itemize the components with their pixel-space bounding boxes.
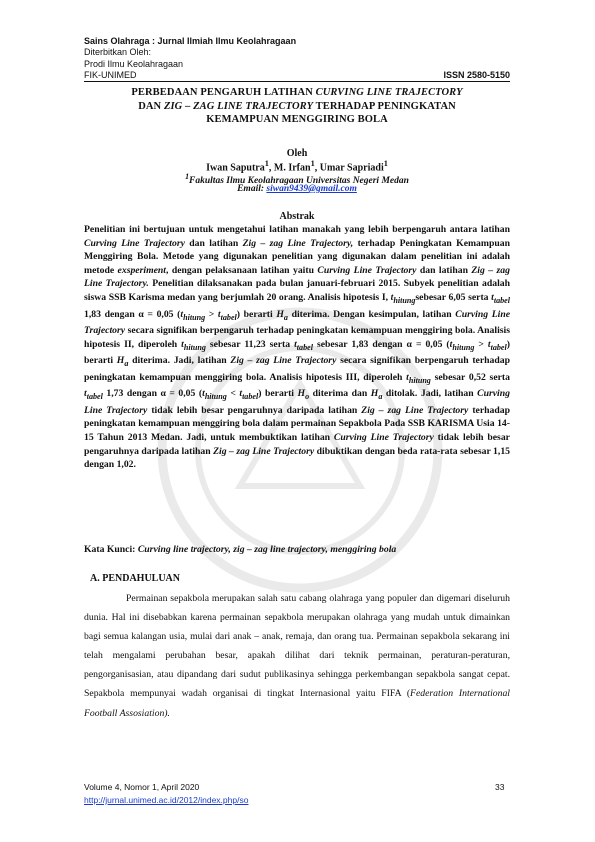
- faculty-name: FIK-UNIMED: [84, 70, 137, 80]
- keywords: Kata Kunci: Curving line trajectory, zig – zag line trajectory, menggiring bola: [84, 544, 397, 555]
- paper-title: PERBEDAAN PENGARUH LATIHAN CURVING LINE TRAJECTORY DAN ZIG – ZAG LINE TRAJECTORY TERHADAP PENINGKATAN KEMAMPUAN MENGGIRING BOLA: [131, 87, 463, 125]
- email-link[interactable]: siwan9439@gmail.com: [266, 184, 357, 194]
- abstract-heading: Abstrak: [279, 211, 315, 222]
- footer-volume: Volume 4, Nomor 1, April 2020: [84, 782, 200, 792]
- by-label: Oleh: [286, 148, 308, 159]
- abstract-body: Penelitian ini bertujuan untuk mengetahui latihan manakah yang lebih berpengaruh antara latihan Curving Line Trajectory dan latihan Zig – zag Line Trajectory, terhadap Peningkatan Kemampuan Menggiring Bola. Metode yang digunakan penelitian yang digunakan dalam penelitian ini adalah metode exsperiment, dengan pelaksanaan latihan yaitu Curving Line Trajectory dan latihan Zig – zag Line Trajectory. Penelitian dilaksanakan pada bulan januari-februari 2015. Subyek penelitian adalah siswa SSB Karisma medan yang berjumlah 20 orang. Analisis hipotesis I, $t_{hitung}sebesar$ 6,05 serta $t_{tabel}$ 1,83 dengan α = 0,05 $(t_{hitung} > t_{tabel})$ berarti $H_a$ diterima. Dengan kesimpulan, latihan Curving Line Trajectory secara signifikan berpengaruh terhadap peningkatan kemampuan menggiring bola. Analisis hipotesis II, diperoleh $t_{hitung}$ sebesar 11,23 serta $t_{tabel}$ sebesar 1,83 dengan α = 0,05 $(t_{hitung} > t_{tabel})$ berarti $H_a$ diterima. Jadi, latihan Zig – zag Line Trajectory secara signifikan berpengaruh terhadap peningkatan kemampuan menggiring bola. Analisis hipotesis III, diperoleh $t_{hitung}$ sebesar 0,52 serta $t_{tabel}$ 1,73 dengan α = 0,05 $(t_{hitung} < t_{tabel})$ berarti $H_o$ diterima dan $H_a$ ditolak. Jadi, latihan Curving Line Trajectory tidak lebih besar pengaruhnya daripada latihan Zig – zag Line Trajectory terhadap peningkatan kemampuan menggiring bola dalam permainan Sepakbola Pada SSB KARISMA Usia 14- 15 Tahun 2013 Medan. Jadi, untuk membuktikan latihan Curving Line Trajectory tidak lebih besar pengaruhnya daripada latihan Zig – zag Line Trajectory dibuktikan dengan beda rata-rata sebesar 1,15 dengan 1,02.: [84, 224, 511, 471]
- program-name: Prodi Ilmu Keolahragaan: [84, 59, 184, 69]
- journal-title: Sains Olahraga : Jurnal Ilmiah Ilmu Keolahragaan: [84, 36, 297, 46]
- affiliation: $^1$Fakultas Ilmu Keolahragaan Universitas Negeri Medan: [185, 172, 409, 187]
- page-number: 33: [495, 782, 505, 792]
- header-rule: [84, 70, 510, 82]
- introduction-paragraph: Permainan sepakbola merupakan salah satu cabang olahraga yang populer dan digemari diseluruh dunia. Hal ini disebabkan karena permainan sepakbola merupakan olahraga yang mudah untuk dimainkan bagi semua kalangan usia, mulai dari anak – anak, remaja, dan orang tua. Permainan sepakbola sekarang ini telah mengalami perubahan besar, apakah dilihat dari teknik permainan, peraturan-peraturan, pengorganisasian, atau dipandang dari sudut publikasinya sehingga perkembangan sepakbola sangat cepat. Sepakbola mempunyai wadah organisai di tingkat Internasional yaitu FIFA (Federation International Football Assosiation).: [84, 593, 510, 719]
- email-line: Email: siwan9439@gmail.com: [237, 184, 357, 194]
- author-list: Iwan Saputra$^1$, M. Irfan$^1$, Umar Sapriadi$^1$: [206, 159, 388, 174]
- journal-url-link[interactable]: http://jurnal.unimed.ac.id/2012/index.php/so: [84, 795, 249, 805]
- publisher-label: Diterbitkan Oleh:: [84, 47, 152, 57]
- issn: ISSN 2580-5150: [443, 70, 510, 80]
- section-heading: A. PENDAHULUAN: [90, 573, 180, 584]
